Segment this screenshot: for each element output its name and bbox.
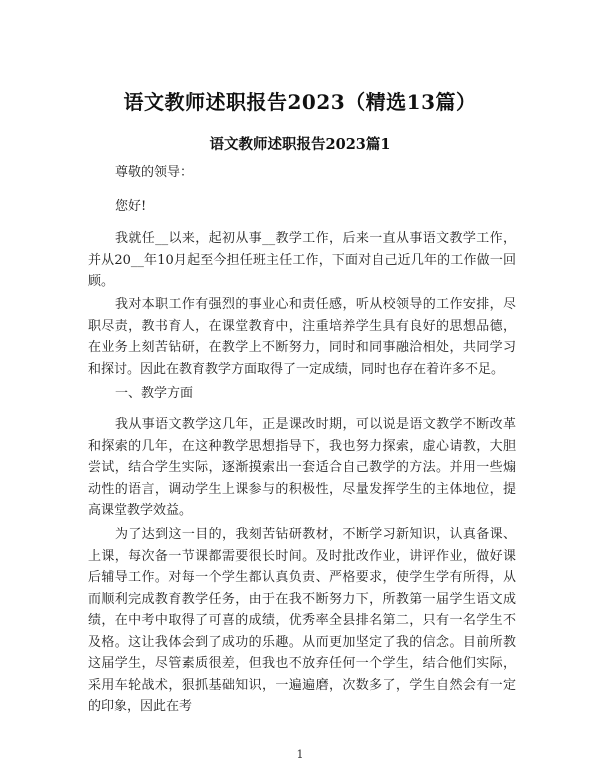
hello-line: 您好! bbox=[115, 199, 147, 214]
paragraph-teaching-method: 为了达到这一目的，我刻苦钻研教材，不断学习新知识，认真备课、上课，每次备一节课都需要很长时间。及时批改作业，讲评作业，做好课后辅导工作。对每一个学生都认真负责、严格要求，使学生学有所得，从而顺利完成教育教学任务，由于在我不断努力下，所教第一届学生语文成绩，在中考中取得了可喜的成绩，优秀率全县排名第二，只有一名学生不及格。这让我体会到了成功的乐趣。从而更加坚定了我的信念。目前所教这届学生，尽管素质很差，但我也不放弃任何一个学生，结合他们实际，采用车轮战术，狠抓基础知识，一遍遍磨，次数多了，学生自然会有一定的印象，因此在考 bbox=[88, 527, 516, 714]
paragraph-teaching-reform: 我从事语文教学这几年，正是课改时期，可以说是语文教学不断改革和探索的几年，在这种教学思想指导下，我也努力探索，虚心请教，大胆尝试，结合学生实际，逐渐摸索出一套适合自己教学的方法。并用一些煽动性的语言，调动学生上课参与的积极性，尽量发挥学生的主体地位，提高课堂教学效益。 bbox=[88, 417, 516, 518]
section-title: 语文教师述职报告2023篇1 bbox=[209, 136, 391, 153]
section-heading-teaching: 一、教学方面 bbox=[115, 386, 194, 401]
document-title: 语文教师述职报告2023（精选13篇） bbox=[123, 90, 477, 114]
paragraph-attitude: 我对本职工作有强烈的事业心和责任感，听从校领导的工作安排，尽职尽责，教书育人，在课堂教育中，注重培养学生具有良好的思想品德，在业务上刻苦钻研，在教学上不断努力，同时和同事融洽相处，共同学习和探讨。因此在教育教学方面取得了一定成绩，同时也存在着许多不足。 bbox=[88, 297, 516, 377]
greeting: 尊敬的领导： bbox=[115, 165, 194, 180]
page-number: 1 bbox=[296, 748, 304, 761]
paragraph-intro: 我就任__以来，起初从事__教学工作，后来一直从事语文教学工作，并从20__年10月起至今担任班主任工作，下面对自己近几年的工作做一回顾。 bbox=[88, 231, 516, 289]
